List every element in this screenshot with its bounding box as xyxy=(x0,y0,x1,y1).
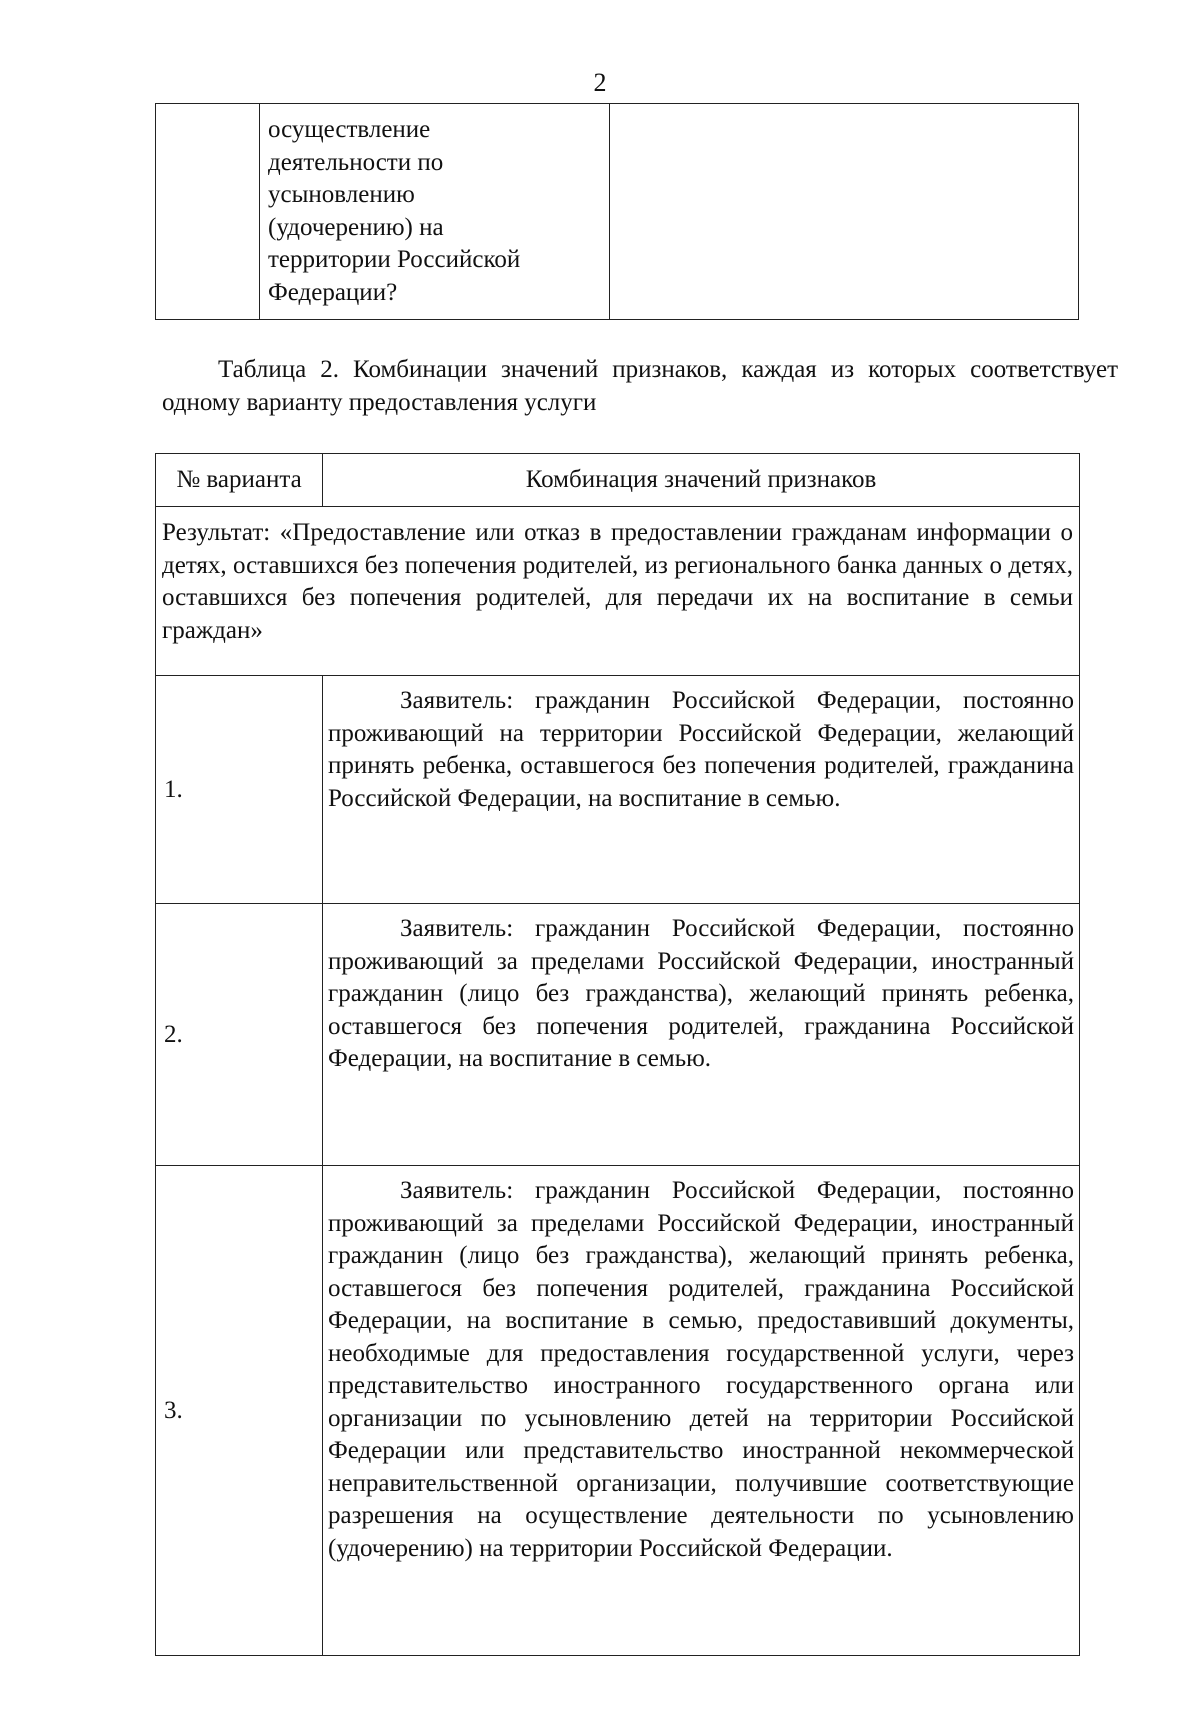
variant-description xyxy=(323,1166,1080,1656)
table-caption: Таблица 2. Комбинации значений признаков, каждая из которых соответствует одному варианту предоставления услуги xyxy=(162,356,1118,416)
variants-table xyxy=(155,453,1080,1656)
variant-description-text: Заявитель: гражданин Российской Федерации, постоянно проживающий на территории Российской Федерации, желающий принять ребенка, оставшегося без попечения родителей, гражданина Российской Федерации, на воспитание в семью. xyxy=(328,687,1074,812)
continuation-text: осуществление деятельности по усыновлению (удочерению) на территории Российской Федерации? xyxy=(268,116,521,306)
variant-description-text: Заявитель: гражданин Российской Федерации, постоянно проживающий за пределами Российской Федерации, иностранный гражданин (лицо без гражданства), желающий принять ребенка, оставшегося без попечения родителей, гражданина Российской Федерации, на воспитание в семью. xyxy=(328,915,1074,1072)
continuation-empty-cell xyxy=(610,104,1079,320)
continuation-text-cell xyxy=(260,104,610,320)
table-row xyxy=(156,904,1080,1166)
table-row xyxy=(156,1166,1080,1656)
header-variant-number: № варианта xyxy=(156,454,323,507)
variant-number: 1. xyxy=(156,676,323,904)
variant-description xyxy=(323,676,1080,904)
result-text: Результат: «Предоставление или отказ в предоставлении гражданам информации о детях, оставшихся без попечения родителей, из регионального банка данных о детях, оставшихся без попечения родителей, для передачи их на воспитание в семьи граждан» xyxy=(156,507,1080,676)
table-row xyxy=(156,676,1080,904)
variant-number: 3. xyxy=(156,1166,323,1656)
continuation-table xyxy=(155,103,1079,320)
header-combination: Комбинация значений признаков xyxy=(323,454,1080,507)
continuation-number-cell xyxy=(156,104,260,320)
result-row xyxy=(156,507,1080,676)
variant-description-text: Заявитель: гражданин Российской Федерации, постоянно проживающий за пределами Российской Федерации, иностранный гражданин (лицо без гражданства), желающий принять ребенка, оставшегося без попечения родителей, гражданина Российской Федерации, на воспитание в семью, предоставивший документы, необходимые для предоставления государственной услуги, через представительство иностранного государственного органа или организации по усыновлению детей на территории Российской Федерации или представительство иностранной некоммерческой неправительственной организации, получившие соответствующие разрешения на осуществление деятельности по усыновлению (удочерению) на территории Российской Федерации. xyxy=(328,1177,1074,1562)
table-header-row xyxy=(156,454,1080,507)
continuation-row xyxy=(156,104,1079,320)
page-number: 2 xyxy=(593,68,607,97)
variant-number: 2. xyxy=(156,904,323,1166)
variant-description xyxy=(323,904,1080,1166)
